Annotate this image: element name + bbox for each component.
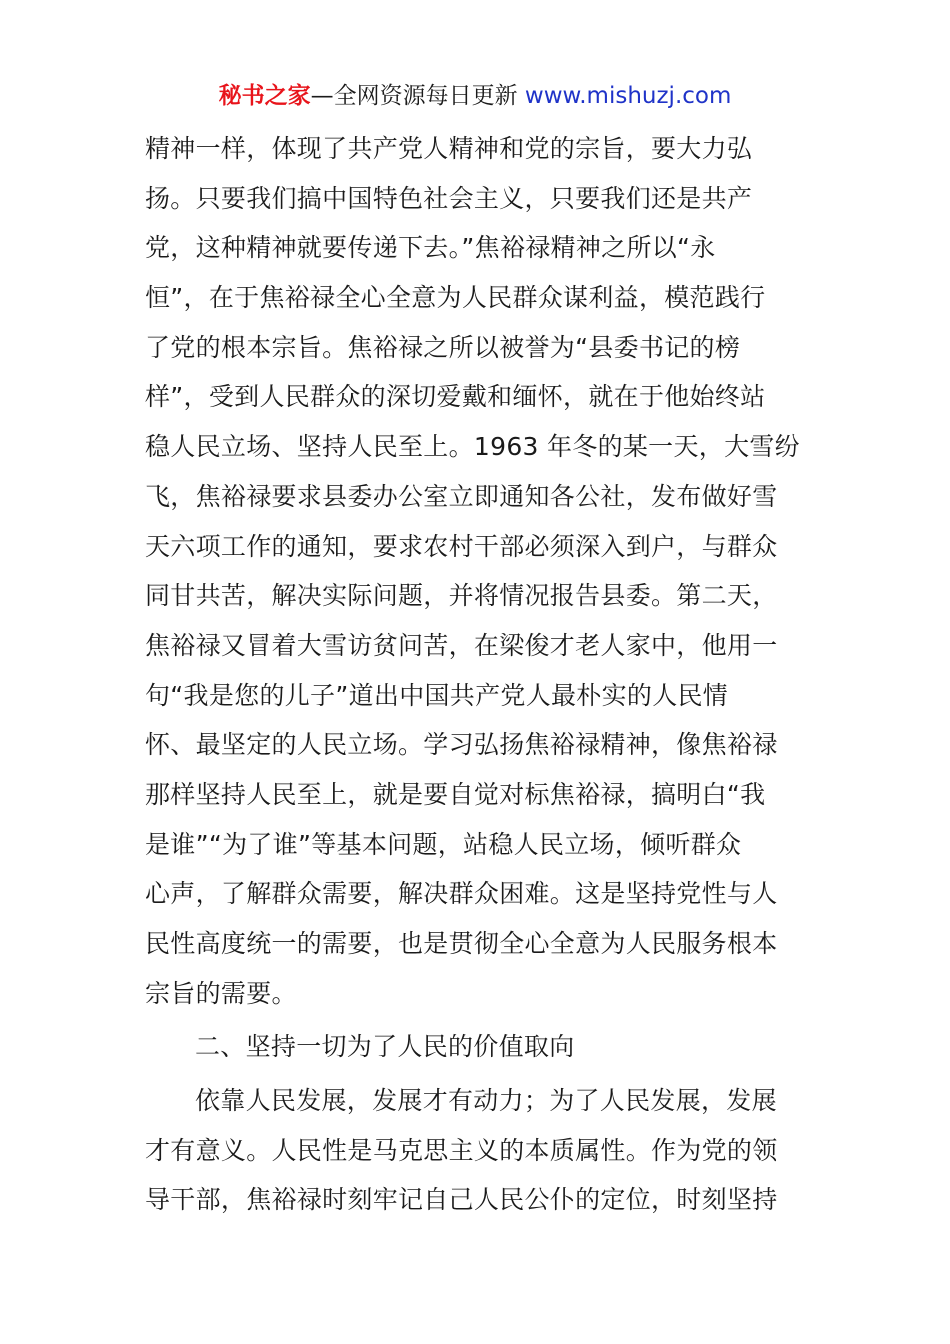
document-body (145, 124, 807, 1225)
text-line: 了党的根本宗旨。焦裕禄之所以被誉为“县委书记的榜 (145, 332, 741, 362)
text-line: 导干部，焦裕禄时刻牢记自己人民公仆的定位，时刻坚持 (145, 1185, 778, 1215)
text-line: 党，这种精神就要传递下去。”焦裕禄精神之所以“永 (145, 233, 716, 263)
text-line: 天六项工作的通知，要求农村干部必须深入到户，与群众 (145, 531, 778, 561)
text-line: 飞，焦裕禄要求县委办公室立即通知各公社，发布做好雪 (145, 481, 778, 511)
paragraph (145, 1076, 807, 1225)
site-header (0, 80, 950, 112)
header-tagline: —全网资源每日更新 (310, 83, 518, 109)
text-line: 宗旨的需要。 (145, 978, 297, 1008)
brand-name: 秘书之家 (218, 83, 311, 109)
text-line: 是谁”“为了谁”等基本问题，站稳人民立场，倾听群众 (145, 829, 742, 859)
text-line: 同甘共苦，解决实际问题，并将情况报告县委。第二天， (145, 581, 778, 611)
text-line: 句“我是您的儿子”道出中国共产党人最朴实的人民情 (145, 680, 729, 710)
paragraph (145, 124, 807, 1018)
text-line: 依靠人民发展，发展才有动力；为了人民发展，发展 (195, 1086, 777, 1116)
text-line: 恒”，在于焦裕禄全心全意为人民群众谋利益，模范践行 (145, 283, 766, 313)
text-line: 才有意义。人民性是马克思主义的本质属性。作为党的领 (145, 1135, 778, 1165)
site-url[interactable]: www.mishuzj.com (517, 83, 732, 109)
text-line: 那样坚持人民至上，就是要自觉对标焦裕禄，搞明白“我 (145, 779, 766, 809)
section-heading: 二、坚持一切为了人民的价值取向 (195, 1032, 575, 1062)
text-line: 样”，受到人民群众的深切爱戴和缅怀，就在于他始终站 (145, 382, 766, 412)
text-line: 民性高度统一的需要，也是贯彻全心全意为人民服务根本 (145, 929, 778, 958)
text-line: 心声，了解群众需要，解决群众困难。这是坚持党性与人 (145, 879, 778, 909)
text-line: 扬。只要我们搞中国特色社会主义，只要我们还是共产 (145, 183, 753, 213)
text-line: 怀、最坚定的人民立场。学习弘扬焦裕禄精神，像焦裕禄 (145, 730, 778, 760)
text-line: 稳人民立场、坚持人民至上。1963 年冬的某一天，大雪纷 (145, 432, 800, 462)
text-line: 精神一样，体现了共产党人精神和党的宗旨，要大力弘 (145, 134, 753, 163)
text-line: 焦裕禄又冒着大雪访贫问苦，在梁俊才老人家中，他用一 (145, 630, 778, 660)
